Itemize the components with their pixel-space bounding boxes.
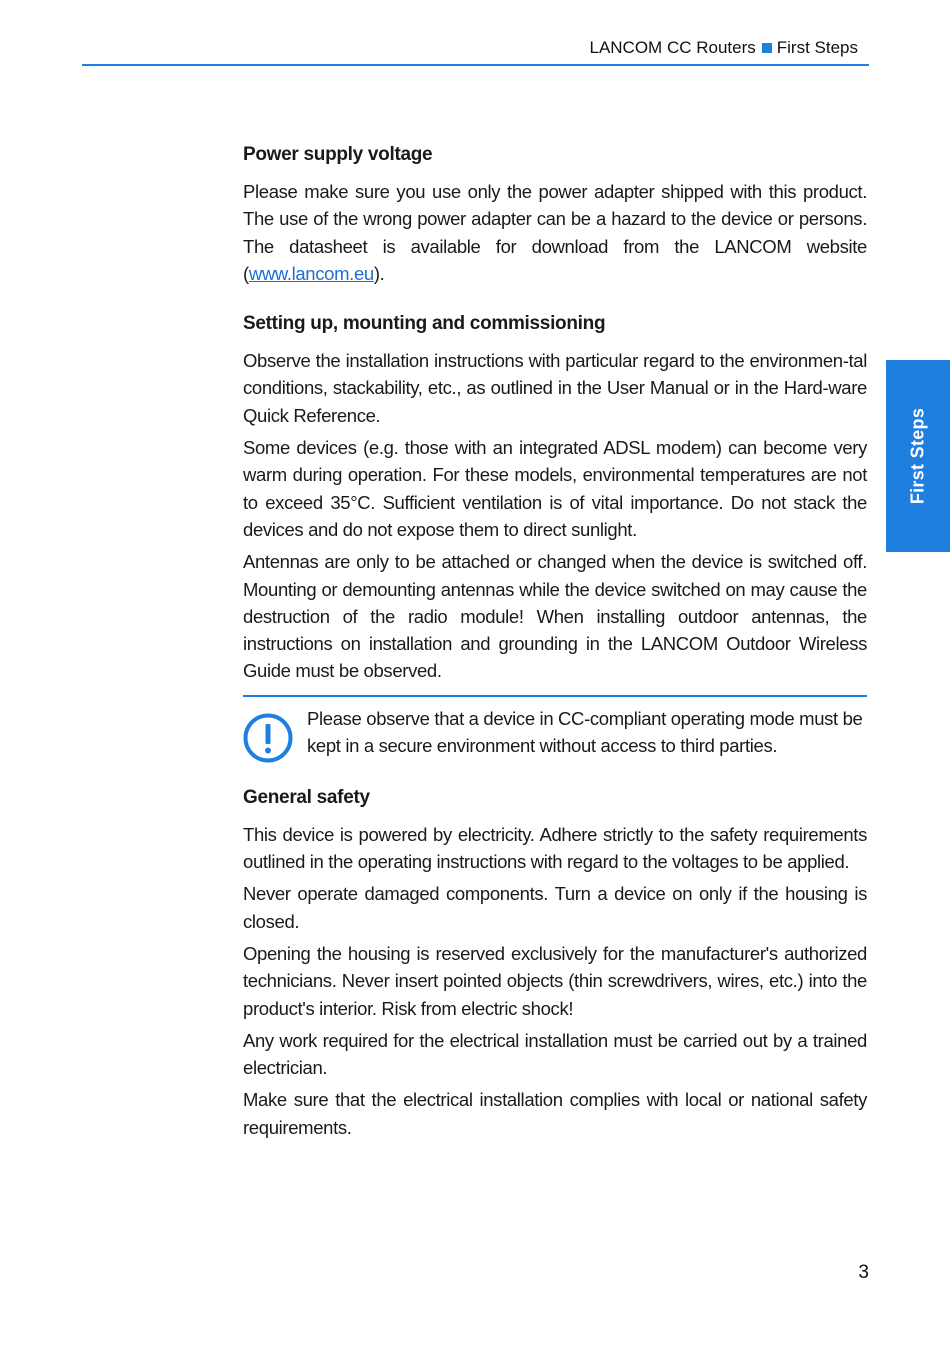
paragraph: Any work required for the electrical installation must be carried out by a trained electrician. [243, 1029, 867, 1079]
paragraph: Never operate damaged components. Turn a device on only if the housing is closed. [243, 883, 867, 932]
paragraph: Observe the installation instructions with particular regard to the environmen-tal conditions, stackability, etc., as outlined in the User Manual or in the Hard-ware Quick Reference. [243, 350, 867, 426]
section-title: General safety [243, 786, 370, 808]
notice-box [243, 695, 867, 763]
page-content [243, 140, 867, 1163]
running-header [589, 38, 858, 58]
paragraph: Make sure that the electrical installation complies with local or national safety requirements. [243, 1089, 867, 1138]
section-title: Setting up, mounting and commissioning [243, 313, 606, 335]
section-setup [243, 309, 867, 685]
paragraph-text: Please make sure you use only the power adapter shipped with this product. The use of the wrong power adapter can be a hazard to the device or persons. The datasheet is available for download from the LANCOM website ( [243, 181, 867, 284]
notice-text: Please observe that a device in CC-compliant operating mode must be kept in a secure environment without access to third parties. [307, 707, 863, 757]
page-number: 3 [858, 1262, 869, 1283]
paragraph: This device is powered by electricity. Adhere strictly to the safety requirements outlined in the operating instructions with regard to the voltages to be applied. [243, 823, 867, 873]
header-section: First Steps [776, 38, 858, 57]
paragraph [243, 178, 867, 287]
paragraph-text: ). [373, 262, 385, 284]
paragraph: Some devices (e.g. those with an integrated ADSL modem) can become very warm during operation. For these models, environmental temperatures are not to exceed 35°C. Sufficient ventilation is of vital importance. Do not stack the devices and do not expose them to direct sunlight. [243, 437, 867, 540]
section-general-safety [243, 783, 867, 1141]
chapter-tab [886, 360, 950, 552]
section-power-supply [243, 140, 867, 287]
header-rule [82, 64, 869, 66]
section-title: Power supply voltage [243, 144, 433, 165]
lancom-website-link[interactable]: www.lancom.eu [248, 262, 374, 284]
paragraph: Antennas are only to be attached or changed when the device is switched off. Mounting or demounting antennas while the device switched on may cause the destruction of the radio module! When installing outdoor antennas, the instructions on installation and grounding in the LANCOM Outdoor Wireless Guide must be observed. [243, 551, 867, 682]
exclamation-icon [243, 713, 293, 763]
square-bullet-icon [762, 43, 772, 53]
chapter-tab-label: First Steps [907, 407, 928, 505]
header-product: LANCOM CC Routers [589, 38, 756, 57]
paragraph: Opening the housing is reserved exclusively for the manufacturer's authorized technicians. Never insert pointed objects (thin screwdrivers, wires, etc.) into the product's interior. Risk from electric shock! [243, 942, 867, 1019]
